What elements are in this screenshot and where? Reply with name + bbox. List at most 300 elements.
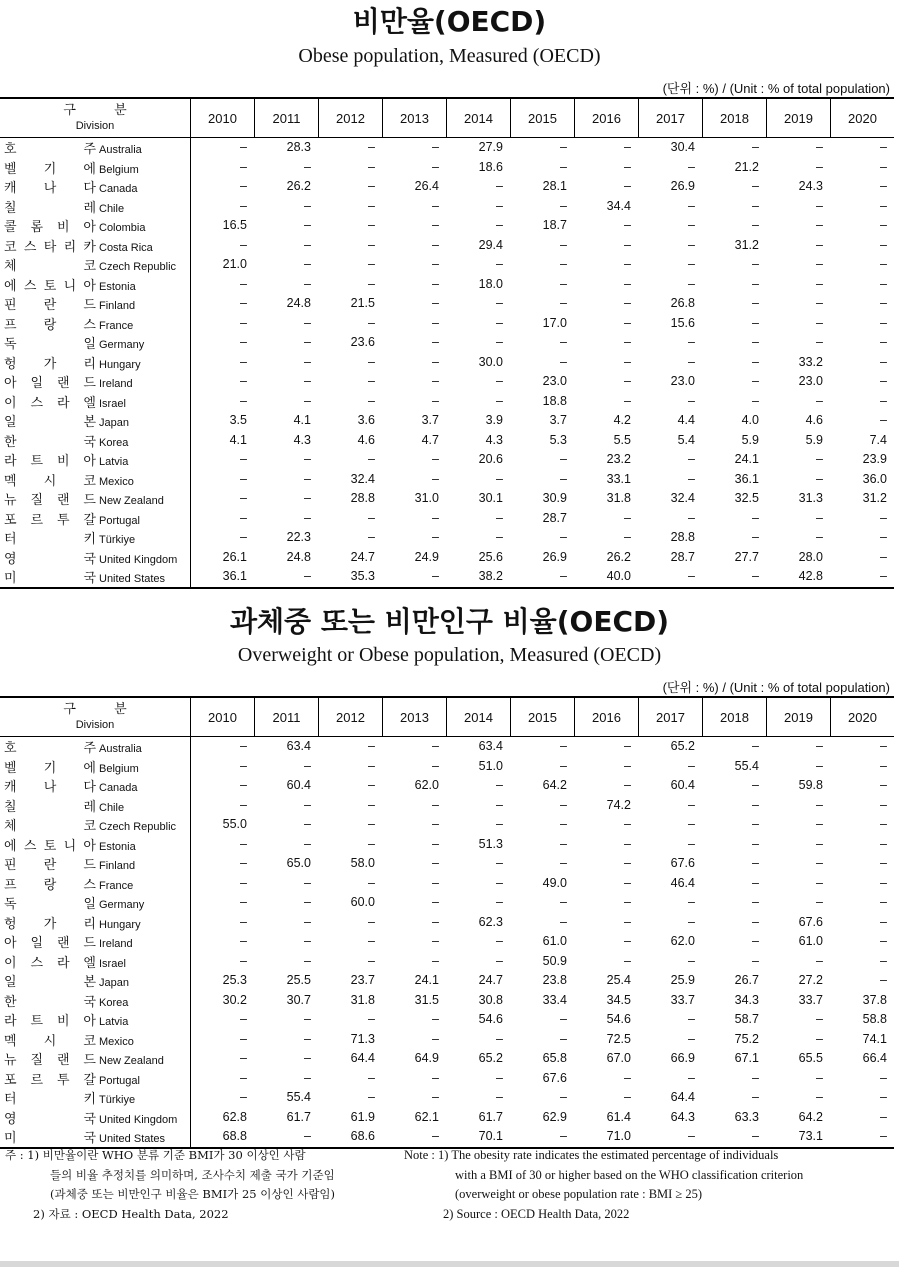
table-row (0, 854, 894, 874)
value-cell: 21.0 (190, 255, 254, 275)
value-cell: 51.0 (478, 758, 503, 773)
value-cell: 3.6 (357, 413, 375, 427)
country-name-ko: 일 본 (4, 975, 96, 990)
value-cell: – (368, 354, 375, 369)
value-cell: – (688, 237, 695, 252)
value-cell: – (688, 953, 695, 968)
value-cell: – (496, 953, 503, 968)
value-cell: – (752, 569, 759, 583)
value-cell: – (688, 354, 695, 369)
value-cell: – (624, 530, 631, 544)
value-cell: – (688, 1129, 695, 1143)
value-cell: 24.1 (734, 452, 759, 466)
value-cell: 23.7 (350, 973, 375, 987)
value-cell: – (432, 530, 439, 544)
division-cell (0, 216, 190, 236)
value-cell: – (190, 776, 254, 796)
value-cell: 67.1 (734, 1051, 759, 1065)
table-row (0, 294, 894, 314)
value-cell: – (190, 197, 254, 217)
value-cell: – (560, 354, 567, 369)
value-cell: – (304, 758, 311, 773)
value-cell: – (624, 739, 631, 753)
value-cell: – (752, 315, 759, 330)
value-cell: 30.2 (190, 991, 254, 1011)
value-cell: – (752, 739, 759, 753)
unit-label: (단위 : %) / (Unit : % of total population) (662, 680, 890, 695)
value-cell: – (752, 354, 759, 369)
value-cell: – (752, 875, 759, 890)
value-cell: 65.2 (478, 1051, 503, 1065)
value-cell: – (624, 875, 631, 890)
country-name-en: Canada (99, 782, 138, 794)
table-row (0, 913, 894, 933)
value-cell: – (368, 452, 375, 466)
value-cell: 71.3 (350, 1031, 375, 1046)
value-cell: – (432, 159, 439, 174)
value-cell: 46.4 (670, 875, 695, 890)
value-cell: – (816, 335, 823, 349)
value-cell: – (560, 797, 567, 812)
division-cell (0, 854, 190, 874)
value-cell: – (688, 758, 695, 773)
value-cell: – (560, 739, 567, 753)
division-cell (0, 893, 190, 913)
value-cell: – (304, 510, 311, 525)
value-cell: – (432, 1031, 439, 1046)
value-cell: 67.6 (542, 1070, 567, 1085)
value-cell: – (560, 276, 567, 291)
country-name-en: Canada (99, 183, 138, 195)
value-cell: – (624, 953, 631, 968)
table-row (0, 874, 894, 894)
value-cell: – (496, 374, 503, 388)
value-cell: 18.6 (478, 159, 503, 174)
value-cell: 17.0 (542, 315, 567, 330)
value-cell: – (688, 393, 695, 408)
value-cell: 28.8 (670, 530, 695, 544)
value-cell: 28.0 (798, 549, 823, 564)
value-cell: 26.4 (414, 179, 439, 193)
value-cell: 51.3 (478, 836, 503, 851)
note-ko-line: (과체중 또는 비만인구 비율은 BMI가 25 이상인 사람임) (50, 1187, 336, 1201)
value-cell: – (304, 1012, 311, 1026)
value-cell: 65.5 (798, 1051, 823, 1065)
division-cell (0, 489, 190, 509)
year-header: 2016 (574, 698, 638, 736)
value-cell: 62.0 (670, 934, 695, 948)
division-cell (0, 913, 190, 933)
value-cell: 31.8 (350, 992, 375, 1007)
value-cell: – (624, 1070, 631, 1085)
value-cell: – (752, 198, 759, 213)
table-body (0, 138, 894, 587)
country-name-ko: 프 랑 스 (4, 317, 96, 333)
division-cell (0, 372, 190, 392)
table-row (0, 952, 894, 972)
value-cell: 33.7 (670, 992, 695, 1007)
division-cell (0, 835, 190, 855)
value-cell: – (880, 973, 887, 987)
value-cell: – (752, 218, 759, 232)
division-cell (0, 411, 190, 431)
value-cell: – (880, 953, 887, 968)
country-name-en: Estonia (99, 840, 136, 853)
value-cell: – (880, 530, 887, 544)
value-cell: 31.8 (606, 491, 631, 505)
table-row (0, 353, 894, 373)
value-cell: 3.7 (549, 413, 567, 427)
value-cell: – (560, 1129, 567, 1143)
table-row (0, 1108, 894, 1128)
value-cell: – (368, 914, 375, 929)
value-cell: 55.4 (286, 1090, 311, 1104)
table-header (0, 99, 894, 138)
division-cell (0, 757, 190, 777)
value-cell: 15.6 (670, 315, 695, 330)
value-cell: 24.9 (414, 549, 439, 564)
division-cell (0, 294, 190, 314)
division-cell (0, 971, 190, 991)
year-header: 2018 (702, 99, 766, 137)
value-cell: – (880, 218, 887, 232)
value-cell: – (496, 895, 503, 909)
value-cell: – (880, 510, 887, 525)
value-cell: – (752, 817, 759, 831)
value-cell: – (624, 335, 631, 349)
value-cell: 23.0 (542, 374, 567, 388)
value-cell: 37.8 (862, 992, 887, 1007)
division-cell (0, 255, 190, 275)
value-cell: – (190, 333, 254, 353)
value-cell: – (304, 237, 311, 252)
table-row (0, 470, 894, 490)
value-cell: – (880, 315, 887, 330)
table-row (0, 971, 894, 991)
value-cell: 30.8 (478, 992, 503, 1007)
country-name-en: Finland (99, 860, 136, 872)
value-cell: – (432, 758, 439, 773)
note-en-line: with a BMI of 30 or higher based on the WHO classification criterion (455, 1167, 804, 1182)
value-cell: – (816, 1090, 823, 1104)
country-name-en: Latvia (99, 456, 129, 468)
value-cell: – (432, 335, 439, 349)
value-cell: – (816, 218, 823, 232)
value-cell: – (190, 1088, 254, 1108)
value-cell: – (304, 817, 311, 831)
value-cell: – (688, 257, 695, 271)
value-cell: – (560, 914, 567, 929)
country-name-en: Japan (99, 977, 129, 989)
value-cell: – (432, 257, 439, 271)
division-header-ko: 구 분 (63, 103, 127, 118)
value-cell: – (752, 276, 759, 291)
value-cell: – (304, 393, 311, 408)
country-name-en: Colombia (99, 222, 146, 234)
value-cell: – (496, 934, 503, 948)
value-cell: 4.3 (485, 432, 503, 447)
table-row (0, 1049, 894, 1069)
table-row (0, 489, 894, 509)
value-cell: 63.4 (286, 739, 311, 753)
value-cell: – (368, 1070, 375, 1085)
value-cell: 63.4 (478, 739, 503, 753)
value-cell: – (304, 1031, 311, 1046)
value-cell: 58.8 (862, 1012, 887, 1026)
country-name-en: United States (99, 573, 166, 585)
value-cell: 64.2 (542, 778, 567, 792)
table-row (0, 737, 894, 757)
note-en-source: 2) Source : OECD Health Data, 2022 (443, 1206, 630, 1221)
value-cell: – (560, 530, 567, 544)
division-cell (0, 333, 190, 353)
value-cell: 61.0 (798, 934, 823, 948)
value-cell: – (624, 914, 631, 929)
value-cell: – (880, 739, 887, 753)
value-cell: – (496, 198, 503, 213)
country-name-en: Costa Rica (99, 241, 153, 254)
value-cell: – (190, 275, 254, 295)
value-cell: – (560, 159, 567, 174)
value-cell: – (190, 372, 254, 392)
table-row (0, 392, 894, 412)
value-cell: – (432, 856, 439, 870)
value-cell: – (752, 953, 759, 968)
country-name-ko: 체 코 (4, 259, 96, 274)
division-cell (0, 470, 190, 490)
value-cell: – (368, 758, 375, 773)
value-cell: – (880, 140, 887, 154)
value-cell: 33.2 (798, 354, 823, 369)
value-cell: – (190, 138, 254, 158)
country-name-ko: 독 일 (4, 337, 96, 352)
value-cell: 55.4 (734, 758, 759, 773)
value-cell: 64.3 (670, 1109, 695, 1124)
country-name-en: Australia (99, 743, 142, 755)
value-cell: – (624, 179, 631, 193)
country-name-ko: 라 트 비 아 (4, 1014, 96, 1029)
value-cell: – (496, 856, 503, 870)
country-name-en: Korea (99, 996, 129, 1009)
note-en-line: (overweight or obese population rate : BMI ≥ 25) (455, 1187, 703, 1201)
value-cell: – (880, 875, 887, 890)
table-row (0, 1127, 894, 1147)
table-row (0, 216, 894, 236)
value-cell: 62.9 (542, 1109, 567, 1124)
value-cell: – (304, 569, 311, 583)
table-row (0, 177, 894, 197)
value-cell: – (816, 510, 823, 525)
value-cell: 61.0 (542, 934, 567, 948)
table-body (0, 737, 894, 1147)
table-row (0, 372, 894, 392)
value-cell: 74.2 (606, 797, 631, 812)
value-cell: – (688, 836, 695, 851)
value-cell: – (624, 856, 631, 870)
year-header: 2019 (766, 99, 830, 137)
value-cell: 34.5 (606, 992, 631, 1007)
value-cell: 66.4 (862, 1051, 887, 1065)
value-cell: – (368, 953, 375, 968)
division-cell (0, 932, 190, 952)
division-header (0, 698, 190, 736)
value-cell: 42.8 (798, 569, 823, 583)
value-cell: 54.6 (606, 1012, 631, 1026)
value-cell: – (190, 528, 254, 548)
value-cell: – (432, 836, 439, 851)
year-header: 2011 (254, 698, 318, 736)
country-name-ko: 콜 롬 비 아 (4, 220, 96, 235)
year-header: 2015 (510, 698, 574, 736)
value-cell: 20.6 (478, 452, 503, 466)
value-cell: – (432, 1012, 439, 1026)
value-cell: 18.8 (542, 393, 567, 408)
value-cell: 65.2 (670, 739, 695, 753)
value-cell: – (816, 140, 823, 154)
country-name-en: Czech Republic (99, 821, 177, 833)
value-cell: – (496, 393, 503, 408)
country-name-ko: 터 키 (4, 532, 96, 547)
value-cell: 27.7 (734, 549, 759, 564)
value-cell: 23.9 (862, 452, 887, 466)
value-cell: 32.5 (734, 491, 759, 505)
value-cell: – (752, 1070, 759, 1085)
value-cell: – (368, 140, 375, 154)
division-cell (0, 431, 190, 451)
value-cell: – (560, 569, 567, 583)
value-cell: – (190, 450, 254, 470)
value-cell: – (688, 452, 695, 466)
value-cell: – (368, 374, 375, 388)
table-title: 과체중 또는 비만인구 비율(OECD) (229, 605, 670, 638)
value-cell: – (560, 140, 567, 154)
value-cell: 3.5 (190, 411, 254, 431)
value-cell: – (624, 393, 631, 408)
value-cell: – (880, 856, 887, 870)
value-cell: 7.4 (869, 432, 887, 447)
value-cell: – (190, 835, 254, 855)
value-cell: – (368, 179, 375, 193)
value-cell: 62.1 (414, 1109, 439, 1124)
value-cell: 25.6 (478, 549, 503, 564)
value-cell: – (560, 817, 567, 831)
year-header: 2014 (446, 99, 510, 137)
value-cell: – (496, 218, 503, 232)
value-cell: – (688, 1012, 695, 1026)
note-ko-line: 주 : 1) 비만율이란 WHO 분류 기준 BMI가 30 이상인 사람 (5, 1148, 306, 1162)
value-cell: – (560, 1012, 567, 1026)
value-cell: 61.7 (478, 1109, 503, 1124)
value-cell: – (368, 1090, 375, 1104)
value-cell: 31.5 (414, 992, 439, 1007)
division-header-ko: 구 분 (63, 702, 127, 717)
value-cell: – (368, 778, 375, 792)
table-row (0, 835, 894, 855)
value-cell: – (368, 1012, 375, 1026)
value-cell: – (304, 452, 311, 466)
value-cell: 4.4 (677, 413, 695, 427)
year-header: 2020 (830, 99, 894, 137)
value-cell: – (432, 510, 439, 525)
division-cell (0, 236, 190, 256)
value-cell: – (368, 159, 375, 174)
table-row (0, 893, 894, 913)
division-cell (0, 509, 190, 529)
value-cell: 28.7 (670, 549, 695, 564)
value-cell: – (880, 393, 887, 408)
note-ko-source: 2) 자료 : OECD Health Data, 2022 (33, 1206, 229, 1221)
value-cell: 68.6 (350, 1129, 375, 1143)
value-cell: 25.4 (606, 973, 631, 987)
value-cell: – (624, 296, 631, 310)
value-cell: – (432, 569, 439, 583)
country-name-ko: 이 스 라 엘 (4, 955, 96, 971)
country-name-en: Belgium (99, 762, 139, 775)
value-cell: 34.3 (734, 992, 759, 1007)
value-cell: 68.8 (190, 1127, 254, 1147)
value-cell: – (880, 1090, 887, 1104)
country-name-ko: 미 국 (4, 1131, 96, 1146)
division-header-en: Division (75, 120, 115, 132)
table-row (0, 991, 894, 1011)
table-row (0, 1010, 894, 1030)
value-cell: – (816, 1031, 823, 1046)
value-cell: – (880, 569, 887, 583)
value-cell: – (688, 914, 695, 929)
table-row (0, 776, 894, 796)
value-cell: 60.4 (670, 778, 695, 792)
value-cell: – (368, 198, 375, 213)
value-cell: – (816, 739, 823, 753)
value-cell: – (368, 875, 375, 890)
value-cell: 67.6 (798, 914, 823, 929)
value-cell: – (880, 179, 887, 193)
value-cell: – (368, 315, 375, 330)
value-cell: – (560, 471, 567, 486)
table-row (0, 1088, 894, 1108)
value-cell: 4.7 (421, 432, 439, 447)
value-cell: – (624, 778, 631, 792)
table-subtitle: Overweight or Obese population, Measured (OECD) (237, 644, 662, 666)
value-cell: 26.8 (670, 296, 695, 310)
country-name-en: Latvia (99, 1016, 129, 1028)
value-cell: 61.7 (286, 1109, 311, 1124)
division-header (0, 99, 190, 137)
value-cell: 22.3 (286, 530, 311, 544)
value-cell: – (624, 237, 631, 252)
value-cell: – (624, 315, 631, 330)
value-cell: – (368, 276, 375, 291)
table-row (0, 932, 894, 952)
value-cell: – (496, 1031, 503, 1046)
value-cell: – (752, 296, 759, 310)
division-cell (0, 1049, 190, 1069)
value-cell: 24.1 (414, 973, 439, 987)
value-cell: 35.3 (350, 569, 375, 583)
value-cell: – (432, 393, 439, 408)
country-name-ko: 포 르 투 갈 (4, 512, 96, 528)
value-cell: – (496, 875, 503, 890)
value-cell: – (816, 836, 823, 851)
year-header: 2013 (382, 698, 446, 736)
note-ko-line: 들의 비율 추정치를 의미하며, 조사수치 제출 국가 기준임 (50, 1167, 335, 1182)
country-name-en: Hungary (99, 918, 141, 931)
table-row (0, 450, 894, 470)
value-cell: 49.0 (542, 875, 567, 890)
table-row (0, 411, 894, 431)
value-cell: – (432, 452, 439, 466)
value-cell: – (496, 296, 503, 310)
